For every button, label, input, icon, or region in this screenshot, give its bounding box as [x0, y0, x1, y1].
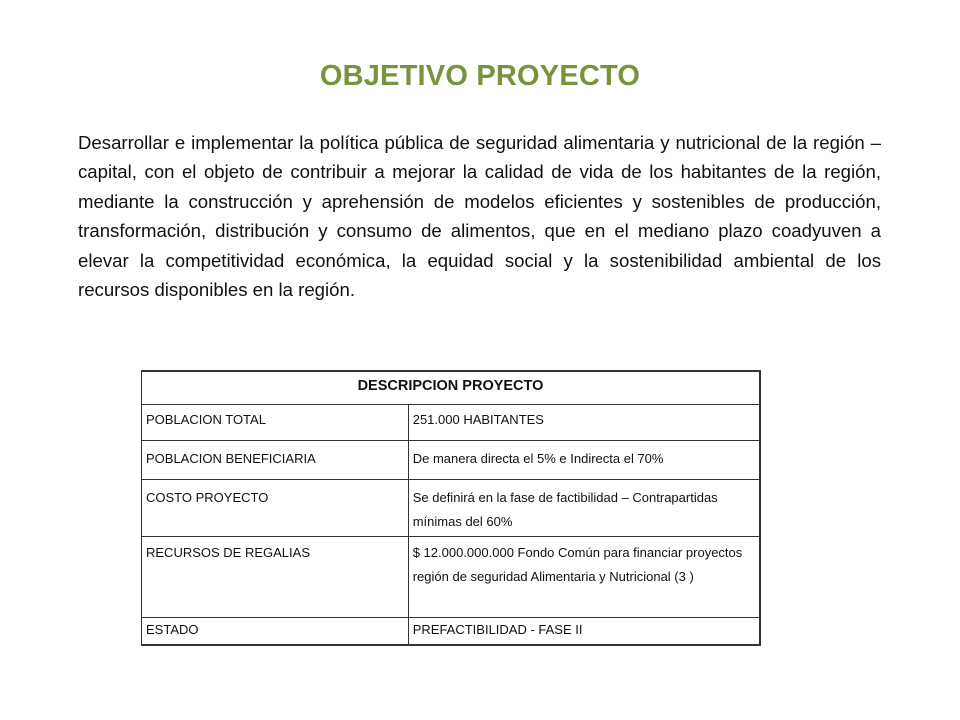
objective-paragraph: Desarrollar e implementar la política pública de seguridad alimentaria y nutricional de la región – capital, con el objeto de contribuir a mejorar la calidad de vida de los habitantes de la región, mediante la construcción y aprehensión de modelos eficientes y sostenibles de producción, transformación, distribución y consumo de alimentos, que en el mediano plazo coadyuven a elevar la competitividad económica, la equidad social y la sostenibilidad ambiental de los recursos disponibles en la región.: [78, 132, 881, 301]
table-row: [142, 618, 761, 646]
table-row: [142, 405, 761, 441]
row-value-poblacion-beneficiaria: De manera directa el 5% e Indirecta el 70%: [408, 441, 760, 480]
row-label-estado: ESTADO: [142, 618, 409, 646]
row-value-recursos-regalias: $ 12.000.000.000 Fondo Común para financiar proyectos región de seguridad Alimentaria y Nutricional (3 ): [408, 537, 760, 618]
row-label-costo-proyecto: COSTO PROYECTO: [142, 480, 409, 537]
row-value-estado: PREFACTIBILIDAD - FASE II: [408, 618, 760, 646]
row-value-costo-proyecto: Se definirá en la fase de factibilidad – Contrapartidas mínimas del 60%: [408, 480, 760, 537]
row-value-poblacion-total: 251.000 HABITANTES: [408, 405, 760, 441]
table-header-row: [142, 371, 761, 405]
row-label-poblacion-total: POBLACION TOTAL: [142, 405, 409, 441]
row-label-poblacion-beneficiaria: POBLACION BENEFICIARIA: [142, 441, 409, 480]
table-row: [142, 480, 761, 537]
project-description-table: [141, 370, 761, 646]
row-label-recursos-regalias: RECURSOS DE REGALIAS: [142, 537, 409, 618]
table-row: [142, 537, 761, 618]
table-row: [142, 441, 761, 480]
page-title: OBJETIVO PROYECTO: [319, 60, 641, 92]
table-header: DESCRIPCION PROYECTO: [142, 371, 761, 405]
